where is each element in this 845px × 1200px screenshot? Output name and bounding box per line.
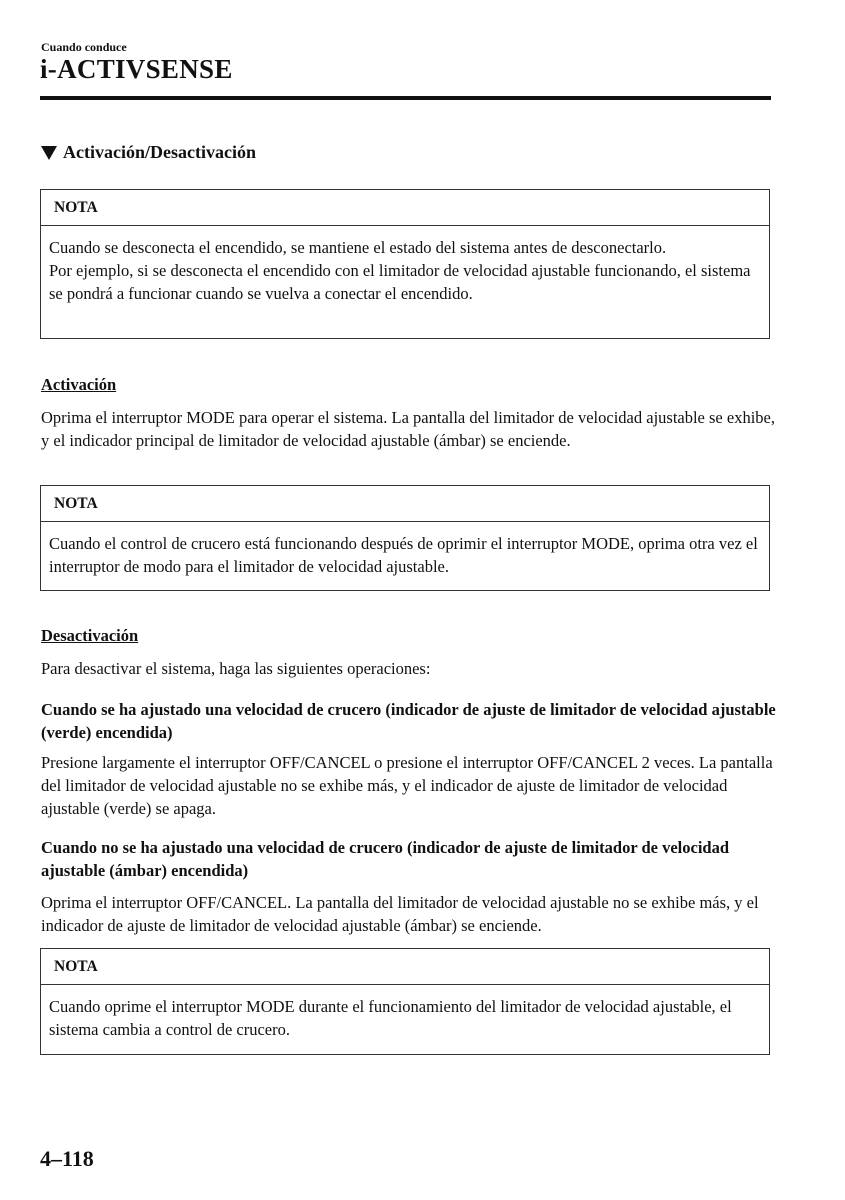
chapter-label: Cuando conduce (41, 40, 127, 54)
title-rule (40, 96, 771, 100)
note-text: Por ejemplo, si se desconecta el encendido con el limitador de velocidad ajustable funcionando, el sistema se pondrá a funcionar cuando se vuelva a conectar el encendido. (49, 261, 751, 303)
activation-heading: Activación (41, 375, 117, 394)
note-text: Cuando oprime el interruptor MODE durante el funcionamiento del limitador de velocidad ajustable, el sistema cambia a control de crucero. (49, 997, 732, 1039)
note-label: NOTA (41, 486, 769, 522)
section-heading-text: Activación/Desactivación (63, 142, 256, 162)
note-body (41, 226, 769, 305)
deactivation-heading: Desactivación (41, 626, 139, 645)
note-body (41, 522, 769, 578)
case1-title: Cuando se ha ajustado una velocidad de crucero (indicador de ajuste de limitador de velocidad ajustable (verde) encendida) (41, 700, 776, 742)
case2-title: Cuando no se ha ajustado una velocidad de crucero (indicador de ajuste de limitador de velocidad ajustable (ámbar) encendida) (41, 838, 730, 880)
case1-text: Presione largamente el interruptor OFF/CANCEL o presione el interruptor OFF/CANCEL 2 veces. La pantalla del limitador de velocidad ajustable no se exhibe más, y el indicador de ajuste de limitador de velocidad ajustable (verde) se apaga. (41, 753, 773, 818)
deactivation-intro: Para desactivar el sistema, haga las siguientes operaciones: (41, 659, 431, 678)
note-box-2 (40, 485, 770, 591)
note-text: Cuando se desconecta el encendido, se mantiene el estado del sistema antes de desconectarlo. (49, 238, 667, 257)
note-label: NOTA (41, 190, 769, 226)
page-number: 4–118 (40, 1146, 94, 1171)
section-heading (41, 142, 256, 163)
triangle-down-icon (41, 146, 57, 160)
note-box-3 (40, 948, 770, 1055)
note-text: Cuando el control de crucero está funcionando después de oprimir el interruptor MODE, oprima otra vez el interruptor de modo para el limitador de velocidad ajustable. (49, 534, 758, 576)
page-title: i-ACTIVSENSE (40, 54, 233, 84)
note-body (41, 985, 769, 1041)
note-box-1 (40, 189, 770, 339)
note-label: NOTA (41, 949, 769, 985)
activation-text: Oprima el interruptor MODE para operar el sistema. La pantalla del limitador de velocidad ajustable se exhibe, y el indicador principal de limitador de velocidad ajustable (ámbar) se enciende. (41, 408, 775, 450)
case2-text: Oprima el interruptor OFF/CANCEL. La pantalla del limitador de velocidad ajustable no se exhibe más, y el indicador de ajuste de limitador de velocidad ajustable (ámbar) se enciende. (41, 893, 759, 935)
